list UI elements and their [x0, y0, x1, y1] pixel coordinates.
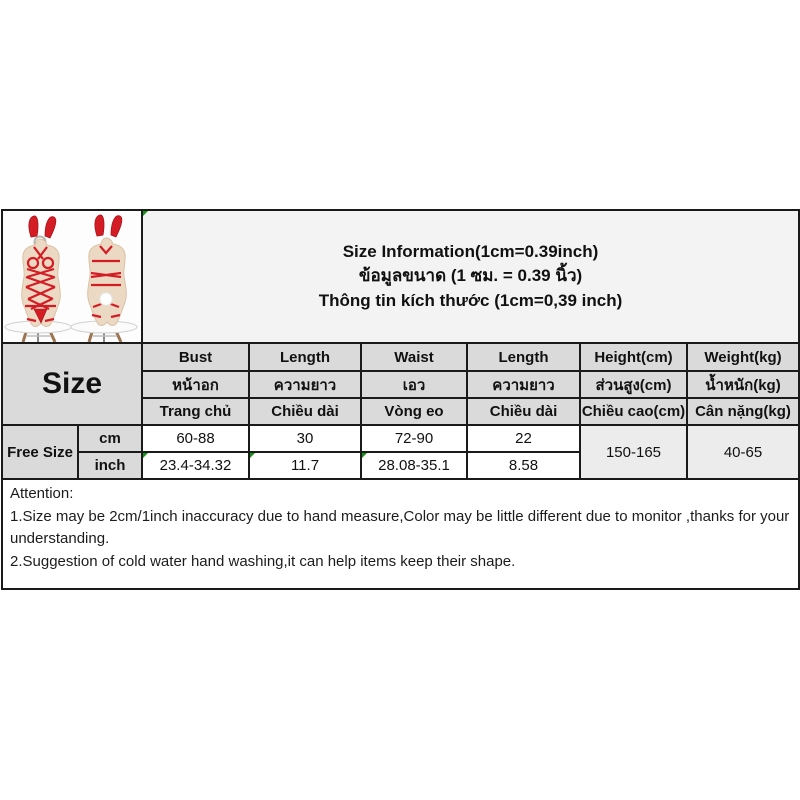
bust-inch-text: 23.4-34.32 [159, 457, 232, 474]
col-header-bust-en: Bust [143, 344, 248, 370]
col-header-waist-en: Waist [362, 344, 466, 370]
col-header-waist-th: เอว [362, 372, 466, 397]
col-header-height-th: ส่วนสูง(cm) [581, 372, 686, 397]
length2-cm-value: 22 [468, 426, 579, 451]
title-vietnamese: Thông tin kích thước (1cm=0,39 inch) [318, 290, 623, 310]
excel-indicator-icon [143, 453, 148, 458]
col-header-length-th: ความยาว [250, 372, 360, 397]
length-inch-text: 11.7 [290, 457, 320, 474]
waist-inch-text: 28.08-35.1 [378, 457, 450, 474]
waist-inch-value [362, 453, 466, 478]
col-header-weight-th: น้ำหนัก(kg) [688, 372, 798, 397]
col-header-height-en: Height(cm) [581, 344, 686, 370]
product-photo-cell [3, 211, 141, 342]
length2-inch-value [468, 453, 579, 478]
attention-heading: Attention: [10, 485, 74, 502]
bunny-tail [100, 293, 113, 306]
col-header-length2-vi: Chiều dài [468, 399, 579, 424]
col-header-bust-vi: Trang chủ [143, 399, 248, 424]
excel-indicator-icon [143, 211, 148, 216]
size-header-cell: Size [3, 344, 141, 424]
attention-note [3, 480, 798, 588]
attention-line1: 1.Size may be 2cm/1inch inaccuracy due to hand measure,Color may be little different due to monitor ,thanks for your understanding. [10, 507, 790, 547]
bunny-ears-icon [29, 216, 38, 237]
length2-inch-text: 8.58 [508, 457, 539, 474]
col-header-weight-en: Weight(kg) [688, 344, 798, 370]
size-chart-sheet [1, 209, 800, 590]
waist-cm-value: 72-90 [362, 426, 466, 451]
excel-indicator-icon [362, 453, 367, 458]
length-cm-value: 30 [250, 426, 360, 451]
col-header-length-en: Length [250, 344, 360, 370]
unit-label-inch: inch [79, 453, 141, 478]
row-label-free-size: Free Size [3, 426, 77, 478]
title-thai: ข้อมูลขนาด (1 ซม. = 0.39 นิ้ว) [358, 266, 583, 286]
col-header-weight-vi: Cân nặng(kg) [688, 399, 798, 424]
product-photo [3, 211, 141, 342]
col-header-height-vi: Chiều cao(cm) [581, 399, 686, 424]
col-header-length-vi: Chiều dài [250, 399, 360, 424]
bust-cm-value: 60-88 [143, 426, 248, 451]
attention-line2: 2.Suggestion of cold water hand washing,it can help items keep their shape. [10, 552, 516, 570]
size-information-title-cell [143, 211, 798, 342]
title-english: Size Information(1cm=0.39inch) [342, 241, 599, 261]
col-header-length2-en: Length [468, 344, 579, 370]
excel-indicator-icon [250, 453, 255, 458]
col-header-length2-th: ความยาว [468, 372, 579, 397]
unit-label-cm: cm [79, 426, 141, 451]
bust-inch-value [143, 453, 248, 478]
bunny-ears-icon [95, 215, 104, 236]
col-header-bust-th: หน้าอก [143, 372, 248, 397]
weight-value: 40-65 [688, 426, 798, 478]
length-inch-value [250, 453, 360, 478]
height-value: 150-165 [581, 426, 686, 478]
col-header-waist-vi: Vòng eo [362, 399, 466, 424]
